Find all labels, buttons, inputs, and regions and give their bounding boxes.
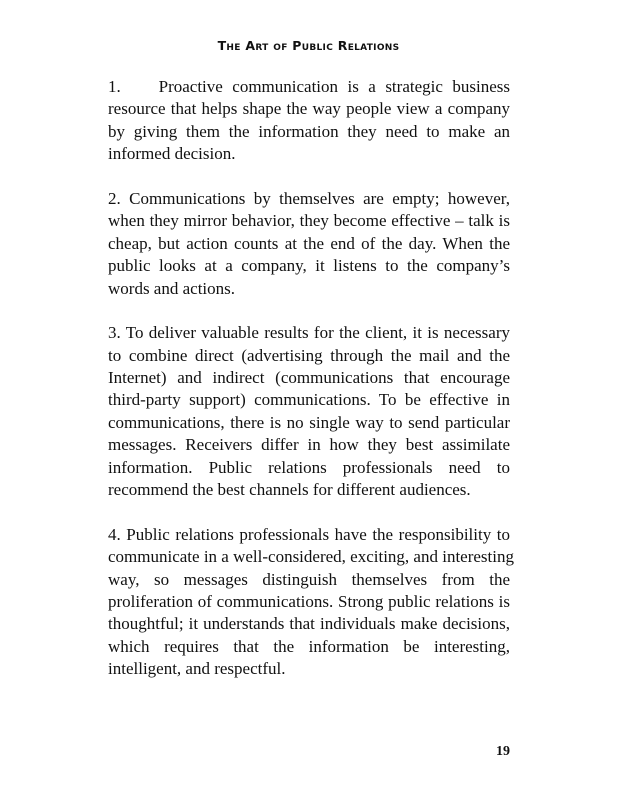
text-line: way, so messages distinguish themselves from the [108,569,510,589]
page-number: 19 [496,744,510,759]
text-line: 2. Communications by themselves are empty; however, [108,188,510,208]
text-line: communications, there is no single way to send particular [108,412,510,432]
page-body [108,76,514,703]
text-line: resource that helps shape the way people view a company [108,99,510,119]
text-line: which requires that the information be interesting, [108,636,510,656]
text-line: 4. Public relations professionals have the responsibility to [108,524,510,544]
text-line: information. Public relations professionals need to [108,457,510,477]
text-line: words and actions. [108,278,236,298]
text-line: to combine direct (advertising through the mail and the [108,345,510,365]
text-line: communicate in a well-considered, exciting, and interesting [108,547,514,567]
text-line: cheap, but action counts at the end of the day. When the [108,233,510,253]
paragraph-2 [108,188,510,300]
paragraph-4 [108,524,514,681]
text-line: 3. To deliver valuable results for the client, it is necessary [108,323,510,343]
text-line: by giving them the information they need to make an [108,121,510,141]
text-line: messages. Receivers differ in how they best assimilate [108,435,510,455]
text-line: public looks at a company, it listens to the company’s [108,256,510,276]
text-line: informed decision. [108,144,236,164]
text-line: when they mirror behavior, they become effective – talk is [108,211,510,231]
paragraph-1 [108,76,510,166]
text-line: Internet) and indirect (communications that encourage [108,368,510,388]
paragraph-3 [108,322,510,501]
text-line: thoughtful; it understands that individuals make decisions, [108,614,510,634]
text-line: 1. Proactive communication is a strategic business [108,77,510,96]
text-line: intelligent, and respectful. [108,659,286,679]
running-header: The Art of Public Relations [217,38,400,53]
text-line: third-party support) communications. To be effective in [108,390,510,410]
text-line: recommend the best channels for different audiences. [108,480,471,500]
text-line: proliferation of communications. Strong public relations is [108,591,510,611]
